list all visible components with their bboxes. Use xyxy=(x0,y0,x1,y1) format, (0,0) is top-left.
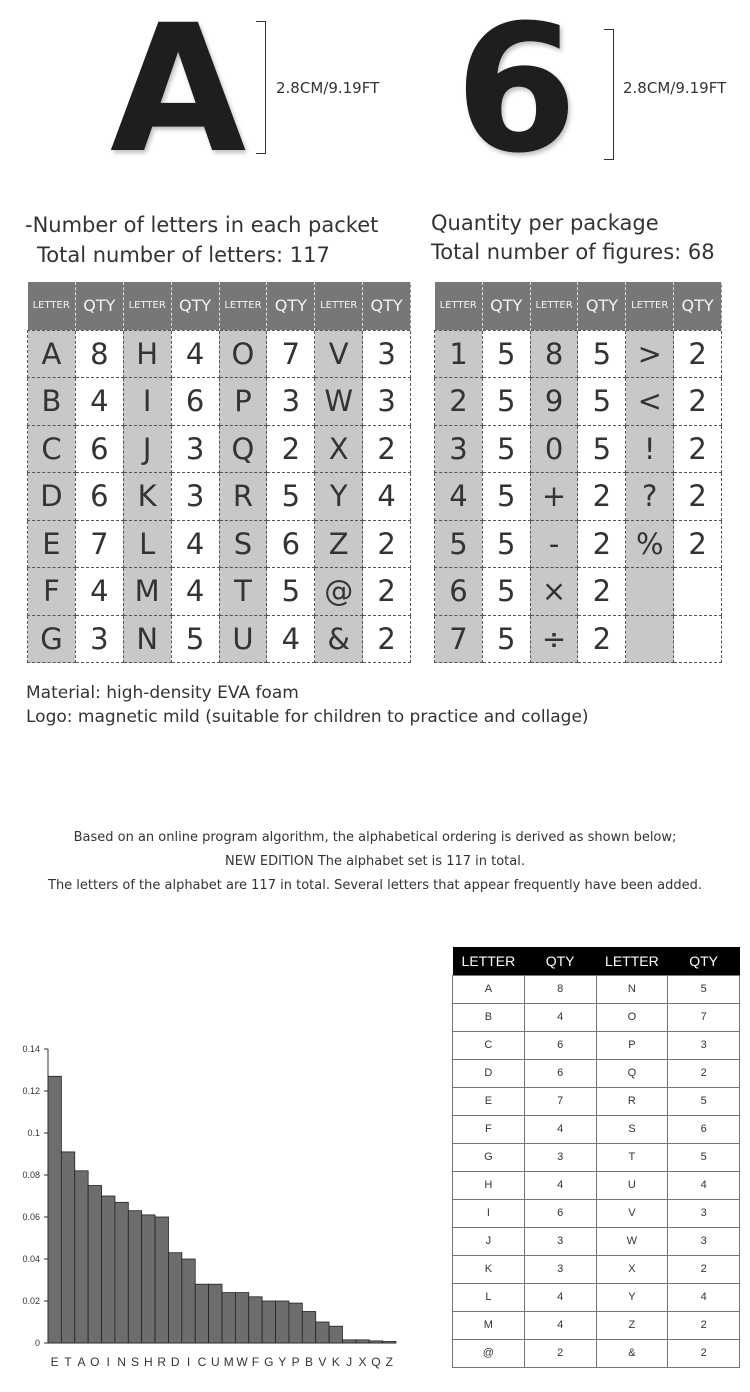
x-tick-label: G xyxy=(264,1355,274,1369)
table-cell-qty: 2 xyxy=(668,1339,740,1367)
table-cell-char: F xyxy=(453,1115,525,1143)
table-cell-char: C xyxy=(28,425,76,473)
table-cell-char: V xyxy=(315,330,363,378)
table-cell-char: Q xyxy=(596,1059,668,1087)
table-cell-char: C xyxy=(453,1031,525,1059)
bar xyxy=(235,1293,248,1343)
hero-figure-six: 6 xyxy=(455,0,578,192)
table-cell-char xyxy=(626,615,674,663)
table-cell-char: D xyxy=(28,473,76,521)
table-cell-qty: 2 xyxy=(267,425,315,473)
table-row xyxy=(28,473,411,521)
x-tick-label: F xyxy=(251,1355,260,1369)
table-cell-qty: 5 xyxy=(482,473,530,521)
table-cell-qty: 5 xyxy=(668,1143,740,1171)
table-cell-qty: 3 xyxy=(75,615,123,663)
table-row xyxy=(453,1087,740,1115)
x-tick-label: W xyxy=(236,1355,248,1369)
table-cell-qty: 2 xyxy=(363,568,411,616)
bar xyxy=(302,1312,315,1344)
table-cell-qty: 5 xyxy=(578,378,626,426)
column-header: LETTER xyxy=(435,282,483,330)
table-cell-char: Z xyxy=(315,520,363,568)
bar xyxy=(168,1253,181,1343)
table-cell-char: B xyxy=(453,1003,525,1031)
column-header: QTY xyxy=(75,282,123,330)
table-cell-char: H xyxy=(123,330,171,378)
column-header: LETTER xyxy=(626,282,674,330)
alphabet-quantity-table xyxy=(452,947,740,1368)
table-row xyxy=(28,568,411,616)
x-tick-label: S xyxy=(130,1355,140,1369)
table-cell-char: ? xyxy=(626,473,674,521)
table-cell-qty: 2 xyxy=(578,615,626,663)
bar xyxy=(88,1186,101,1344)
table-cell-qty: 8 xyxy=(75,330,123,378)
y-tick-label: 0.08 xyxy=(22,1170,40,1180)
table-cell-char: U xyxy=(219,615,267,663)
table-cell-char: P xyxy=(219,378,267,426)
table-row xyxy=(435,615,722,663)
table-cell-qty: 4 xyxy=(668,1171,740,1199)
column-header: QTY xyxy=(482,282,530,330)
table-cell-qty: 5 xyxy=(668,1087,740,1115)
column-header: QTY xyxy=(171,282,219,330)
x-tick-label: O xyxy=(90,1355,100,1369)
table-row xyxy=(453,1311,740,1339)
table-cell-char: G xyxy=(28,615,76,663)
table-row xyxy=(28,330,411,378)
table-cell-qty: 5 xyxy=(482,330,530,378)
x-tick-label: R xyxy=(157,1355,167,1369)
note-line-3: The letters of the alphabet are 117 in total. Several letters that appear frequently have been added. xyxy=(48,878,702,893)
bar xyxy=(75,1171,88,1343)
table-cell-qty: 3 xyxy=(171,473,219,521)
table-cell-char: X xyxy=(315,425,363,473)
table-cell-char: K xyxy=(123,473,171,521)
column-header: QTY xyxy=(363,282,411,330)
table-cell-qty: 5 xyxy=(482,615,530,663)
table-cell-qty: 8 xyxy=(524,975,596,1003)
table-cell-char: 9 xyxy=(530,378,578,426)
column-header: LETTER xyxy=(28,282,76,330)
table-row xyxy=(435,425,722,473)
table-cell-qty: 2 xyxy=(668,1255,740,1283)
table-row xyxy=(453,1059,740,1087)
table-cell-qty: 2 xyxy=(668,1059,740,1087)
table-cell-char: R xyxy=(219,473,267,521)
bar xyxy=(222,1293,235,1343)
table-cell-qty: 3 xyxy=(668,1031,740,1059)
table-cell-qty: 2 xyxy=(363,425,411,473)
table-row xyxy=(453,1003,740,1031)
table-cell-qty: 3 xyxy=(524,1227,596,1255)
x-tick-label: I xyxy=(186,1355,191,1369)
logo-text: Logo: magnetic mild (suitable for children to practice and collage) xyxy=(26,707,589,727)
table-cell-qty: 3 xyxy=(524,1255,596,1283)
table-cell-char: Y xyxy=(596,1283,668,1311)
table-cell-qty: 3 xyxy=(171,425,219,473)
figures-total: Total number of figures: 68 xyxy=(431,240,715,264)
table-cell-char: T xyxy=(219,568,267,616)
table-cell-qty: 5 xyxy=(482,520,530,568)
bar xyxy=(195,1284,208,1343)
table-cell-char: - xyxy=(530,520,578,568)
column-header: LETTER xyxy=(123,282,171,330)
table-cell-char: E xyxy=(453,1087,525,1115)
bar xyxy=(342,1340,355,1343)
size-bracket-figure xyxy=(604,29,614,160)
table-cell-qty: 7 xyxy=(267,330,315,378)
table-cell-char: H xyxy=(453,1171,525,1199)
bar xyxy=(102,1196,115,1343)
x-tick-label: A xyxy=(77,1355,86,1369)
table-cell-qty: 5 xyxy=(267,568,315,616)
table-cell-qty: 2 xyxy=(578,473,626,521)
table-row xyxy=(28,615,411,663)
table-cell-qty: 2 xyxy=(524,1339,596,1367)
table-cell-qty: 4 xyxy=(524,1003,596,1031)
material-text: Material: high-density EVA foam xyxy=(26,683,299,703)
table-row xyxy=(435,378,722,426)
letters-total: Total number of letters: 117 xyxy=(37,243,330,267)
table-cell-qty: 3 xyxy=(363,330,411,378)
table-cell-char: L xyxy=(123,520,171,568)
table-cell-qty: 4 xyxy=(668,1283,740,1311)
table-cell-char: Z xyxy=(596,1311,668,1339)
table-row xyxy=(435,330,722,378)
x-tick-label: X xyxy=(358,1355,367,1369)
column-header: QTY xyxy=(668,947,740,975)
table-cell-qty: 5 xyxy=(267,473,315,521)
table-cell-qty: 5 xyxy=(668,975,740,1003)
table-cell-char: I xyxy=(453,1199,525,1227)
table-cell-char: E xyxy=(28,520,76,568)
x-tick-label: I xyxy=(106,1355,110,1369)
table-cell-char: N xyxy=(596,975,668,1003)
column-header: LETTER xyxy=(530,282,578,330)
table-cell-qty xyxy=(674,615,722,663)
table-cell-char: V xyxy=(596,1199,668,1227)
table-cell-char: S xyxy=(596,1115,668,1143)
table-cell-char: 3 xyxy=(435,425,483,473)
table-cell-char: @ xyxy=(453,1339,525,1367)
bar xyxy=(316,1322,329,1343)
figures-heading: Quantity per package xyxy=(431,211,659,235)
table-cell-char: < xyxy=(626,378,674,426)
table-cell-char: N xyxy=(123,615,171,663)
bar xyxy=(48,1076,61,1343)
table-cell-char: T xyxy=(596,1143,668,1171)
table-cell-qty: 2 xyxy=(674,330,722,378)
table-cell-qty: 6 xyxy=(668,1115,740,1143)
table-cell-qty: 5 xyxy=(482,425,530,473)
table-row xyxy=(453,1227,740,1255)
bar xyxy=(142,1215,155,1343)
x-tick-label: E xyxy=(50,1355,59,1369)
table-cell-char: X xyxy=(596,1255,668,1283)
table-cell-char: O xyxy=(219,330,267,378)
note-line-2: NEW EDITION The alphabet set is 117 in total. xyxy=(225,854,525,869)
table-cell-qty: 2 xyxy=(668,1311,740,1339)
column-header: LETTER xyxy=(315,282,363,330)
table-cell-char: + xyxy=(530,473,578,521)
y-tick-label: 0.14 xyxy=(22,1044,40,1054)
y-tick-label: 0.06 xyxy=(22,1212,40,1222)
table-cell-qty: 6 xyxy=(171,378,219,426)
table-cell-qty: 2 xyxy=(363,615,411,663)
figures-packet-table xyxy=(434,282,722,663)
x-tick-label: D xyxy=(170,1355,180,1369)
bar xyxy=(155,1217,168,1343)
table-cell-char: 8 xyxy=(530,330,578,378)
table-cell-char: 7 xyxy=(435,615,483,663)
size-bracket-letter xyxy=(256,21,266,154)
x-tick-label: C xyxy=(197,1355,207,1369)
table-cell-qty: 2 xyxy=(578,520,626,568)
table-cell-qty: 7 xyxy=(75,520,123,568)
table-cell-qty: 4 xyxy=(75,568,123,616)
y-tick-label: 0.04 xyxy=(22,1254,40,1264)
bar xyxy=(356,1340,369,1343)
table-cell-qty: 2 xyxy=(674,473,722,521)
table-cell-char: D xyxy=(453,1059,525,1087)
table-row xyxy=(435,520,722,568)
table-row xyxy=(435,568,722,616)
table-cell-char: F xyxy=(28,568,76,616)
x-tick-label: Z xyxy=(385,1355,393,1369)
column-header: LETTER xyxy=(596,947,668,975)
bar xyxy=(262,1301,275,1343)
x-tick-label: N xyxy=(117,1355,126,1369)
letters-heading: -Number of letters in each packet xyxy=(25,213,379,237)
bar xyxy=(369,1341,382,1343)
table-cell-qty: 7 xyxy=(668,1003,740,1031)
table-cell-char: R xyxy=(596,1087,668,1115)
table-cell-char: ! xyxy=(626,425,674,473)
table-cell-char: 0 xyxy=(530,425,578,473)
table-cell-char: M xyxy=(123,568,171,616)
table-cell-char: @ xyxy=(315,568,363,616)
letter-frequency-chart xyxy=(0,1030,420,1382)
table-cell-char: Q xyxy=(219,425,267,473)
table-cell-char: M xyxy=(453,1311,525,1339)
table-cell-qty: 3 xyxy=(267,378,315,426)
table-cell-char: B xyxy=(28,378,76,426)
x-tick-label: J xyxy=(346,1355,353,1369)
table-cell-qty: 4 xyxy=(524,1171,596,1199)
table-cell-char: G xyxy=(453,1143,525,1171)
table-row xyxy=(28,520,411,568)
table-cell-qty: 4 xyxy=(171,330,219,378)
table-row xyxy=(453,1143,740,1171)
table-cell-char: 6 xyxy=(435,568,483,616)
table-cell-char: & xyxy=(315,615,363,663)
table-cell-char: × xyxy=(530,568,578,616)
table-cell-qty: 4 xyxy=(524,1115,596,1143)
table-cell-qty: 6 xyxy=(524,1031,596,1059)
table-cell-qty xyxy=(674,568,722,616)
table-cell-qty: 3 xyxy=(363,378,411,426)
table-cell-qty: 5 xyxy=(578,425,626,473)
table-cell-qty: 6 xyxy=(267,520,315,568)
table-row xyxy=(28,425,411,473)
column-header: LETTER xyxy=(219,282,267,330)
table-row xyxy=(453,1339,740,1367)
table-cell-qty: 5 xyxy=(578,330,626,378)
alphabet-table-header xyxy=(453,947,740,975)
table-cell-qty: 4 xyxy=(267,615,315,663)
table-cell-qty: 3 xyxy=(524,1143,596,1171)
table-row xyxy=(453,1171,740,1199)
table-cell-char xyxy=(626,568,674,616)
bar xyxy=(182,1259,195,1343)
table-cell-qty: 6 xyxy=(524,1059,596,1087)
column-header: QTY xyxy=(674,282,722,330)
table-cell-qty: 2 xyxy=(674,425,722,473)
x-tick-label: V xyxy=(318,1355,327,1369)
table-cell-qty: 4 xyxy=(524,1283,596,1311)
table-cell-char: J xyxy=(123,425,171,473)
x-tick-label: M xyxy=(223,1355,234,1369)
table-row xyxy=(435,473,722,521)
table-cell-char: A xyxy=(28,330,76,378)
bar xyxy=(329,1326,342,1343)
x-tick-label: U xyxy=(210,1355,220,1369)
table-cell-qty: 5 xyxy=(482,378,530,426)
table-cell-qty: 7 xyxy=(524,1087,596,1115)
table-cell-qty: 2 xyxy=(363,520,411,568)
table-cell-qty: 4 xyxy=(524,1311,596,1339)
y-tick-label: 0.02 xyxy=(22,1296,40,1306)
column-header: QTY xyxy=(267,282,315,330)
table-cell-qty: 6 xyxy=(75,425,123,473)
table-cell-char: L xyxy=(453,1283,525,1311)
table-cell-char: A xyxy=(453,975,525,1003)
table-cell-char: I xyxy=(123,378,171,426)
table-cell-char: O xyxy=(596,1003,668,1031)
x-tick-label: T xyxy=(64,1355,72,1369)
table-cell-qty: 5 xyxy=(482,568,530,616)
table-cell-char: & xyxy=(596,1339,668,1367)
table-row xyxy=(28,378,411,426)
bar xyxy=(61,1152,74,1343)
table-cell-char: 1 xyxy=(435,330,483,378)
table-row xyxy=(453,1255,740,1283)
x-tick-label: B xyxy=(304,1355,314,1369)
x-tick-label: P xyxy=(291,1355,300,1369)
x-tick-label: Y xyxy=(278,1355,287,1369)
bar xyxy=(383,1342,396,1343)
figure-size-label: 2.8CM/9.19FT xyxy=(623,79,727,97)
bar xyxy=(249,1297,262,1343)
table-row xyxy=(453,1283,740,1311)
x-tick-label: H xyxy=(144,1355,153,1369)
table-cell-char: > xyxy=(626,330,674,378)
table-row xyxy=(453,1199,740,1227)
table-cell-char: 5 xyxy=(435,520,483,568)
table-cell-qty: 2 xyxy=(674,378,722,426)
table-cell-qty: 2 xyxy=(578,568,626,616)
table-cell-qty: 6 xyxy=(524,1199,596,1227)
letter-size-label: 2.8CM/9.19FT xyxy=(276,79,380,97)
bar xyxy=(128,1211,141,1343)
letters-packet-table xyxy=(27,282,411,663)
bar xyxy=(209,1284,222,1343)
table-cell-char: S xyxy=(219,520,267,568)
hero-letter-a: A xyxy=(110,0,247,192)
bar xyxy=(276,1301,289,1343)
column-header: QTY xyxy=(578,282,626,330)
letters-table-header xyxy=(28,282,411,330)
table-cell-qty: 4 xyxy=(75,378,123,426)
table-cell-char: U xyxy=(596,1171,668,1199)
table-cell-qty: 4 xyxy=(171,520,219,568)
table-cell-char: W xyxy=(596,1227,668,1255)
figures-table-header xyxy=(435,282,722,330)
table-cell-char: P xyxy=(596,1031,668,1059)
column-header: LETTER xyxy=(453,947,525,975)
table-row xyxy=(453,975,740,1003)
table-cell-char: Y xyxy=(315,473,363,521)
x-tick-label: Q xyxy=(371,1355,381,1369)
table-cell-qty: 6 xyxy=(75,473,123,521)
x-tick-label: K xyxy=(331,1355,340,1369)
table-cell-char: J xyxy=(453,1227,525,1255)
table-cell-qty: 4 xyxy=(171,568,219,616)
table-cell-char: 4 xyxy=(435,473,483,521)
column-header: QTY xyxy=(524,947,596,975)
y-tick-label: 0.1 xyxy=(27,1128,40,1138)
y-tick-label: 0 xyxy=(34,1338,40,1348)
bar xyxy=(289,1303,302,1343)
y-tick-label: 0.12 xyxy=(22,1086,40,1096)
note-line-1: Based on an online program algorithm, the alphabetical ordering is derived as shown below; xyxy=(73,830,677,845)
table-cell-qty: 3 xyxy=(668,1227,740,1255)
table-cell-char: 2 xyxy=(435,378,483,426)
table-row xyxy=(453,1031,740,1059)
table-row xyxy=(453,1115,740,1143)
table-cell-char: % xyxy=(626,520,674,568)
table-cell-qty: 4 xyxy=(363,473,411,521)
table-cell-char: K xyxy=(453,1255,525,1283)
table-cell-char: W xyxy=(315,378,363,426)
table-cell-char: ÷ xyxy=(530,615,578,663)
table-cell-qty: 2 xyxy=(674,520,722,568)
bar xyxy=(115,1202,128,1343)
table-cell-qty: 5 xyxy=(171,615,219,663)
table-cell-qty: 3 xyxy=(668,1199,740,1227)
